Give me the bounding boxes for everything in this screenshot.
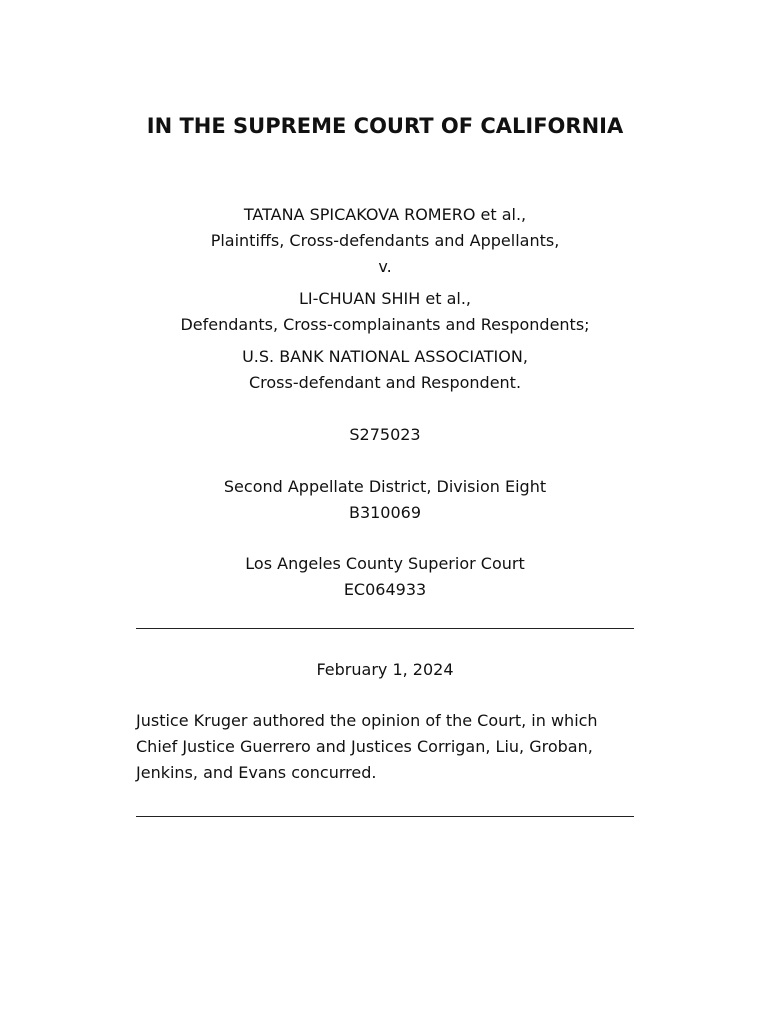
trial-case-number: EC064933: [343, 580, 427, 599]
case-number: S275023: [349, 425, 421, 444]
bottom-divider: [136, 816, 634, 817]
decision-date: February 1, 2024: [316, 660, 454, 679]
appellate-court: Second Appellate District, Division Eight: [223, 477, 547, 496]
versus-label: v.: [378, 257, 392, 276]
defendant-name: LI-CHUAN SHIH et al.,: [299, 289, 471, 308]
defendant-role: Defendants, Cross-complainants and Respondents;: [180, 315, 590, 334]
cross-defendant-role: Cross-defendant and Respondent.: [248, 373, 522, 392]
trial-court: Los Angeles County Superior Court: [245, 554, 525, 573]
cross-defendant-name: U.S. BANK NATIONAL ASSOCIATION,: [242, 347, 528, 366]
authorship-statement: Justice Kruger authored the opinion of the Court, in which Chief Justice Guerrero and Justices Corrigan, Liu, Groban, Jenkins, and Evans concurred.: [136, 711, 598, 782]
appellate-case-number: B310069: [348, 503, 422, 522]
plaintiff-name: TATANA SPICAKOVA ROMERO et al.,: [243, 205, 527, 224]
court-title: IN THE SUPREME COURT OF CALIFORNIA: [146, 114, 624, 138]
top-divider: [136, 628, 634, 629]
plaintiff-role: Plaintiffs, Cross-defendants and Appellants,: [210, 231, 560, 250]
